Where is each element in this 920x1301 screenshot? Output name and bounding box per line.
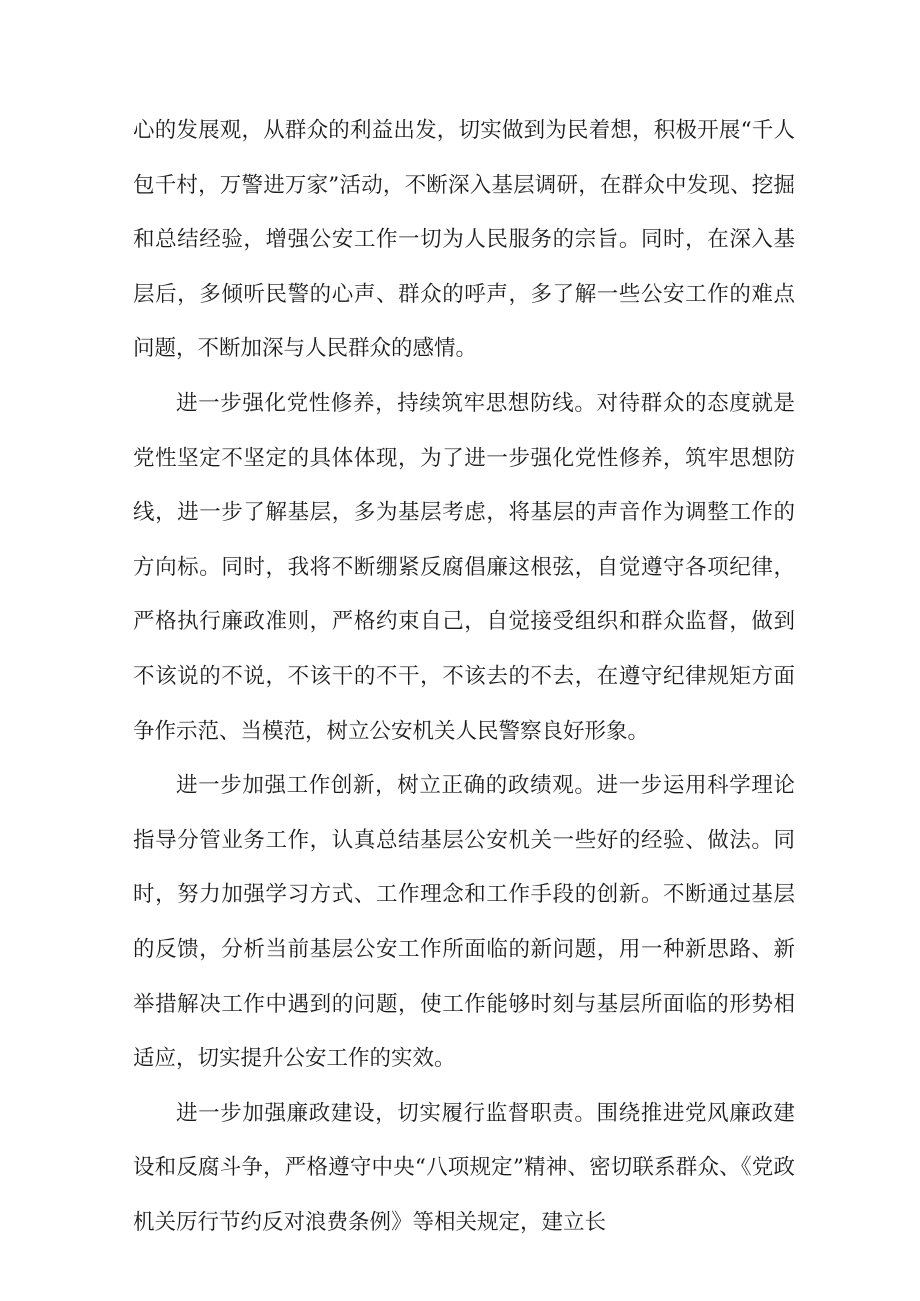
paragraph-4: 进一步加强廉政建设，切实履行监督职责。围绕推进党风廉政建设和反腐斗争，严格遵守中央“八项规定”精神、密切联系群众、《党政机关厉行节约反对浪费条例》等相关规定，建立长 [133, 1100, 795, 1235]
paragraph-3: 进一步加强工作创新，树立正确的政绩观。进一步运用科学理论指导分管业务工作，认真总结基层公安机关一些好的经验、做法。同时，努力加强学习方式、工作理念和工作手段的创新。不断通过基层的反馈，分析当前基层公安工作所面临的新问题，用一种新思路、新举措解决工作中遇到的问题，使工作能够时刻与基层所面临的形势相适应，切实提升公安工作的实效。 [133, 773, 795, 1072]
paragraph-1: 心的发展观，从群众的利益出发，切实做到为民着想，积极开展“千人包千村，万警进万家”活动，不断深入基层调研，在群众中发现、挖掘和总结经验，增强公安工作一切为人民服务的宗旨。同时，在深入基层后，多倾听民警的心声、群众的呼声，多了解一些公安工作的难点问题，不断加深与人民群众的感情。 [133, 118, 795, 362]
document-body [133, 104, 795, 1250]
paragraph-2: 进一步强化党性修养，持续筑牢思想防线。对待群众的态度就是党性坚定不坚定的具体体现，为了进一步强化党性修养，筑牢思想防线，进一步了解基层，多为基层考虑，将基层的声音作为调整工作的方向标。同时，我将不断绷紧反腐倡廉这根弦，自觉遵守各项纪律，严格执行廉政准则，严格约束自己，自觉接受组织和群众监督，做到不该说的不说，不该干的不干，不该去的不去，在遵守纪律规矩方面争作示范、当模范，树立公安机关人民警察良好形象。 [133, 390, 795, 744]
